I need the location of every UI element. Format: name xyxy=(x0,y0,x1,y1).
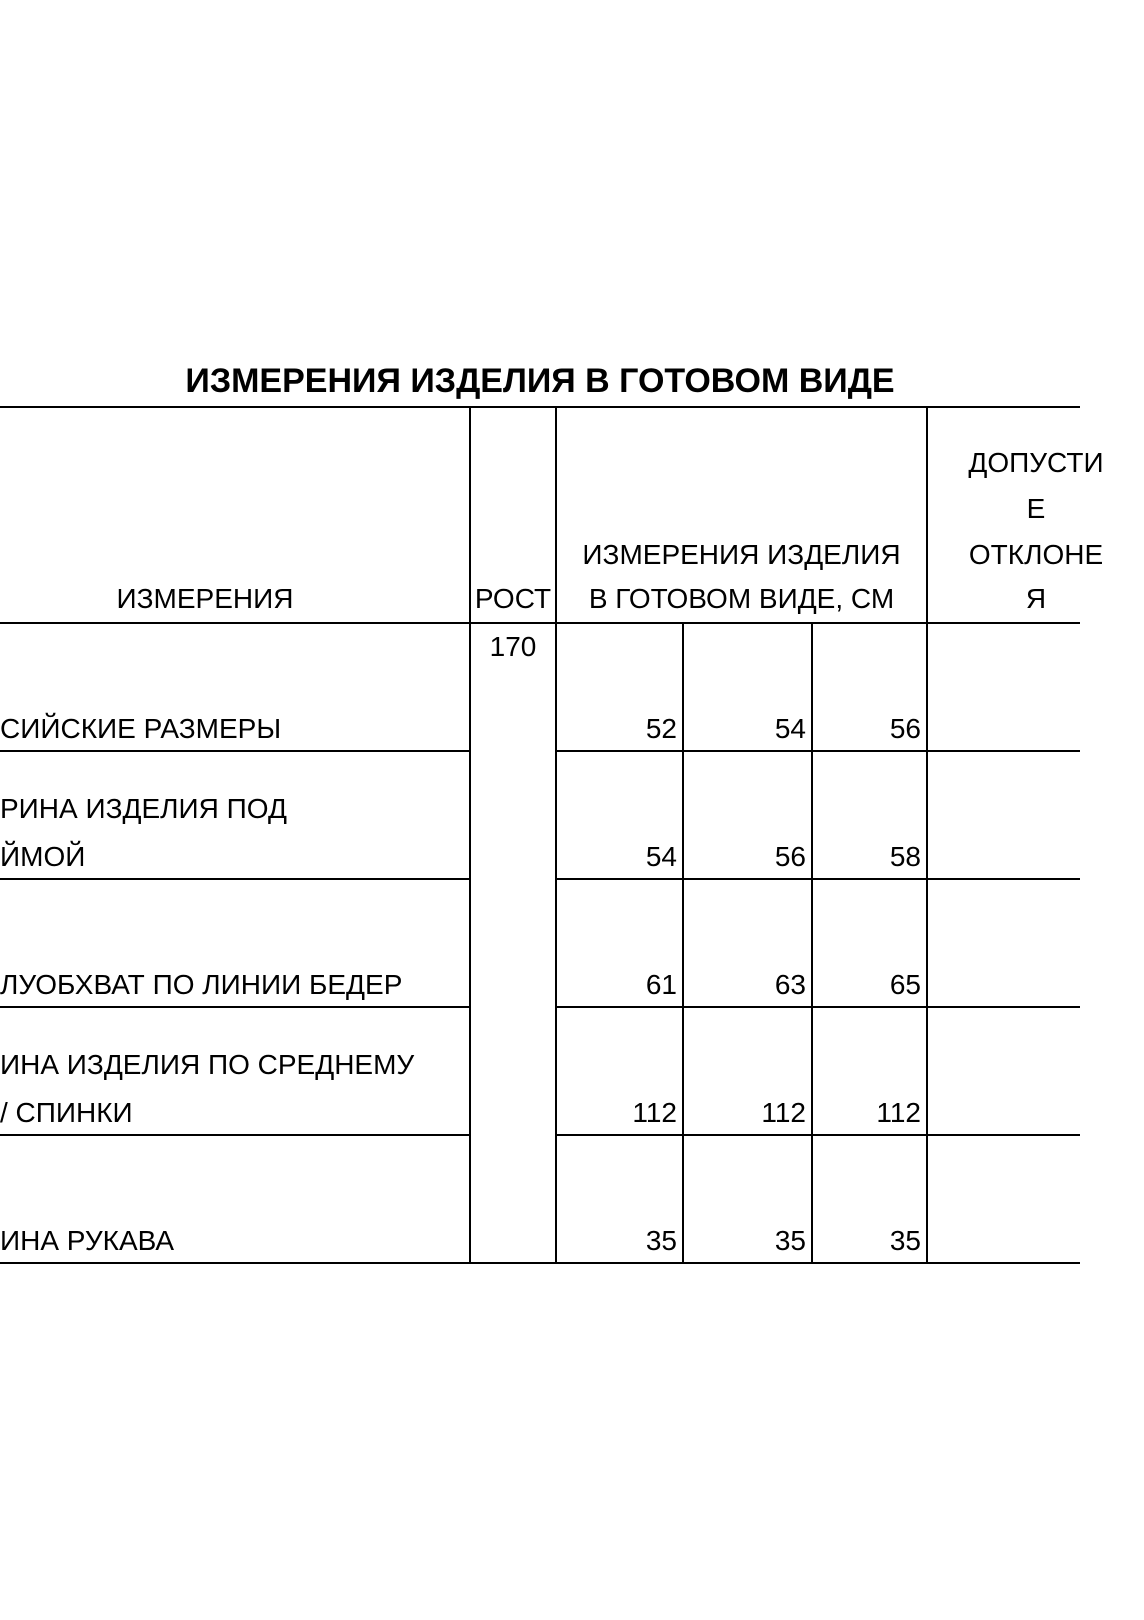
row-value: 35 xyxy=(889,1225,921,1256)
row-value: 63 xyxy=(774,969,806,1000)
column-divider xyxy=(469,406,471,1264)
row-label-line2: / СПИНКИ xyxy=(0,1097,133,1128)
header-tolerance-line4: Я xyxy=(1025,583,1047,614)
row-value: 56 xyxy=(889,713,921,744)
header-dimensions-line1: ИЗМЕРЕНИЯ ИЗДЕЛИЯ xyxy=(582,539,901,570)
header-dimensions-line2: В ГОТОВОМ ВИДЕ, СМ xyxy=(588,583,895,614)
height-value: 170 xyxy=(489,631,537,662)
row-label-line2: СИЙСКИЕ РАЗМЕРЫ xyxy=(0,713,282,744)
row-value: 35 xyxy=(774,1225,806,1256)
row-value: 112 xyxy=(632,1097,677,1128)
row-value: 56 xyxy=(774,841,806,872)
row-label-line1: РИНА ИЗДЕЛИЯ ПОД xyxy=(0,793,287,824)
header-tolerance-line1: ДОПУСТИ xyxy=(968,447,1104,478)
header-height: РОСТ xyxy=(474,583,552,614)
row-label-line2: ЙМОЙ xyxy=(0,841,86,872)
header-tolerance-line3: ОТКЛОНЕ xyxy=(968,539,1104,570)
row-label-line1: ИНА ИЗДЕЛИЯ ПО СРЕДНЕМУ xyxy=(0,1049,415,1080)
row-value: 52 xyxy=(645,713,677,744)
header-measurements: ИЗМЕРЕНИЯ xyxy=(116,583,294,614)
row-value: 61 xyxy=(645,969,677,1000)
page-title: ИЗМЕРЕНИЯ ИЗДЕЛИЯ В ГОТОВОМ ВИДЕ xyxy=(185,362,895,400)
header-tolerance-line2: Е xyxy=(1026,493,1046,524)
row-value: 112 xyxy=(876,1097,921,1128)
row-label-line2: ИНА РУКАВА xyxy=(0,1225,175,1256)
row-value: 58 xyxy=(889,841,921,872)
row-label-line2: ЛУОБХВАТ ПО ЛИНИИ БЕДЕР xyxy=(0,969,403,1000)
row-value: 65 xyxy=(889,969,921,1000)
row-value: 35 xyxy=(645,1225,677,1256)
row-value: 54 xyxy=(645,841,677,872)
table-top-border xyxy=(0,406,1080,408)
row-value: 112 xyxy=(761,1097,806,1128)
row-value: 54 xyxy=(774,713,806,744)
